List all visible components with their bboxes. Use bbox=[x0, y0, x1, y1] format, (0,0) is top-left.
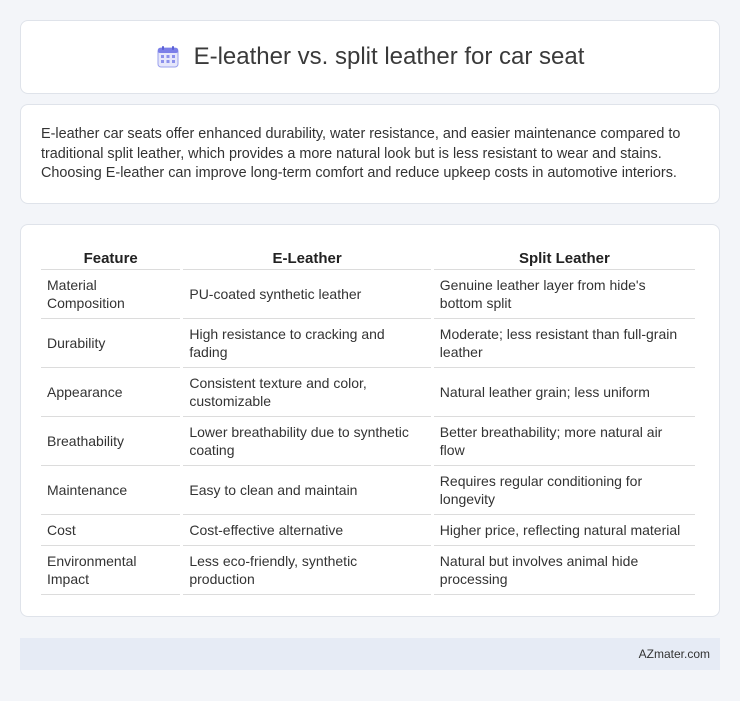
e-leather-cell: Easy to clean and maintain bbox=[183, 466, 430, 515]
feature-cell: Durability bbox=[41, 319, 180, 368]
table-row bbox=[41, 546, 695, 595]
table-row bbox=[41, 515, 695, 546]
comparison-table-card bbox=[20, 224, 720, 617]
e-leather-cell: Less eco-friendly, synthetic production bbox=[183, 546, 430, 595]
table-header-row bbox=[41, 245, 695, 270]
feature-cell: Maintenance bbox=[41, 466, 180, 515]
e-leather-cell: Lower breathability due to synthetic coating bbox=[183, 417, 430, 466]
footer-bar bbox=[20, 638, 720, 670]
footer-brand[interactable]: AZmater.com bbox=[638, 647, 710, 661]
feature-cell: Material Composition bbox=[41, 270, 180, 319]
split-leather-cell: Better breathability; more natural air flow bbox=[434, 417, 695, 466]
header-split-leather: Split Leather bbox=[434, 245, 695, 270]
table-row bbox=[41, 319, 695, 368]
split-leather-cell: Moderate; less resistant than full-grain leather bbox=[434, 319, 695, 368]
feature-cell: Environmental Impact bbox=[41, 546, 180, 595]
table-row bbox=[41, 368, 695, 417]
feature-cell: Breathability bbox=[41, 417, 180, 466]
table-row bbox=[41, 417, 695, 466]
comparison-table bbox=[38, 245, 698, 595]
e-leather-cell: Consistent texture and color, customizable bbox=[183, 368, 430, 417]
title-card bbox=[20, 20, 720, 94]
split-leather-cell: Requires regular conditioning for longevity bbox=[434, 466, 695, 515]
page-title: E-leather vs. split leather for car seat bbox=[193, 43, 585, 70]
table-row bbox=[41, 466, 695, 515]
summary-card bbox=[20, 104, 720, 204]
title-wrap bbox=[156, 43, 585, 71]
split-leather-cell: Natural but involves animal hide processing bbox=[434, 546, 695, 595]
summary-text: E-leather car seats offer enhanced durability, water resistance, and easier maintenance compared to traditional split leather, which provides a more natural look but is less resistant to wear and stains. Choosing E-leather can improve long-term comfort and reduce upkeep costs in automotive interiors. bbox=[41, 126, 681, 181]
e-leather-cell: PU-coated synthetic leather bbox=[183, 270, 430, 319]
split-leather-cell: Natural leather grain; less uniform bbox=[434, 368, 695, 417]
e-leather-cell: High resistance to cracking and fading bbox=[183, 319, 430, 368]
calendar-icon bbox=[156, 45, 180, 69]
feature-cell: Cost bbox=[41, 515, 180, 546]
table-row bbox=[41, 270, 695, 319]
e-leather-cell: Cost-effective alternative bbox=[183, 515, 430, 546]
header-feature: Feature bbox=[41, 245, 180, 270]
feature-cell: Appearance bbox=[41, 368, 180, 417]
split-leather-cell: Higher price, reflecting natural material bbox=[434, 515, 695, 546]
split-leather-cell: Genuine leather layer from hide's bottom split bbox=[434, 270, 695, 319]
header-e-leather: E-Leather bbox=[183, 245, 430, 270]
